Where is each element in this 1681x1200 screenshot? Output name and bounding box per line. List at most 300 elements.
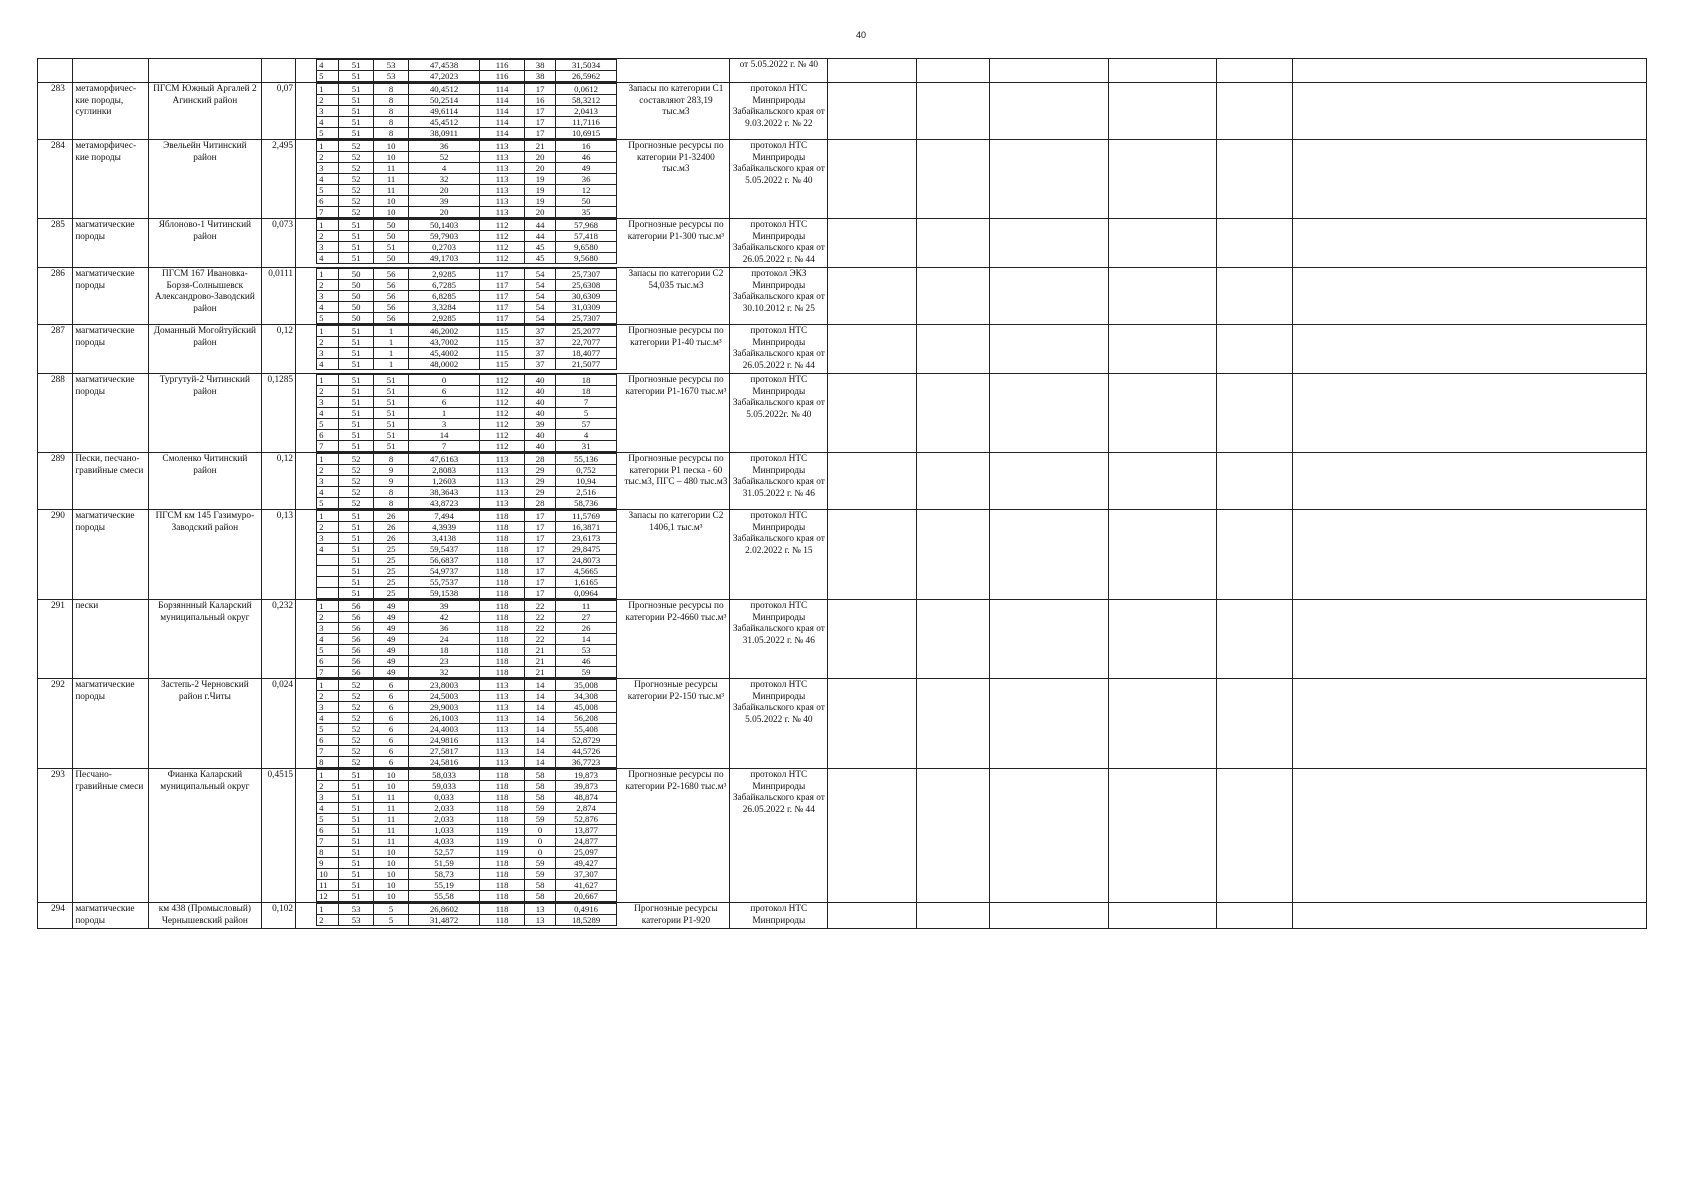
coordinate-cell: 9,6580: [556, 242, 617, 253]
coordinate-cell: 11: [374, 174, 409, 185]
coordinate-cell: 51: [339, 544, 374, 555]
empty-cell: [990, 600, 1109, 679]
coordinate-cell: 35: [556, 207, 617, 218]
empty-cell: [1109, 59, 1217, 83]
coordinate-cell: 51: [339, 566, 374, 577]
protocol-note: протокол НТС Минприроды Забайкальского края от 2.02.2022 г. № 15: [730, 510, 828, 600]
coordinate-cell: 2: [317, 691, 339, 702]
coordinate-cell: 50: [339, 269, 374, 280]
coordinate-cell: 49: [374, 612, 409, 623]
coordinate-cell: 58: [525, 792, 556, 803]
coordinate-cell: 20,667: [556, 891, 617, 902]
coordinate-row: [317, 207, 623, 218]
empty-cell: [1293, 140, 1647, 219]
coordinate-cell: 24,9816: [409, 735, 480, 746]
coordinate-cell: 13: [525, 915, 556, 926]
coordinate-cell: 38: [525, 60, 556, 71]
coordinate-cell: 27,5817: [409, 746, 480, 757]
coordinate-cell: 14: [525, 680, 556, 691]
coordinate-cell: 4: [556, 430, 617, 441]
rock-type: магматические породы: [73, 510, 149, 600]
coordinate-cell: 113: [480, 680, 525, 691]
coordinate-cell: 39,873: [556, 781, 617, 792]
coordinate-cell: 0: [525, 847, 556, 858]
coordinate-cell: 10: [374, 781, 409, 792]
coordinate-cell: 1: [317, 375, 339, 386]
coordinate-cell: 47,6163: [409, 454, 480, 465]
coordinate-cell: 28: [525, 498, 556, 509]
coordinate-row: [317, 880, 623, 891]
coordinate-cell: 10: [374, 880, 409, 891]
coordinate-cell: 14: [525, 735, 556, 746]
table-row: [37, 59, 1647, 83]
coordinate-cell: 2,0413: [556, 106, 617, 117]
coordinate-cell: 49: [374, 634, 409, 645]
coordinate-cell: 51: [339, 847, 374, 858]
coordinate-cell: 11,7116: [556, 117, 617, 128]
coordinate-cell: 114: [480, 95, 525, 106]
table-row: [37, 325, 1647, 374]
coordinate-cell: 118: [480, 781, 525, 792]
empty-cell: [917, 83, 990, 140]
coordinate-cell: 18,4077: [556, 348, 617, 359]
coordinate-cell: 57: [556, 419, 617, 430]
coordinate-cell: 59: [525, 814, 556, 825]
coordinate-cell: 51: [339, 825, 374, 836]
empty-cell: [1217, 83, 1293, 140]
coordinate-row: [317, 869, 623, 880]
coordinate-row: [317, 713, 623, 724]
coordinate-cell: 51: [339, 814, 374, 825]
coordinate-cell: 10: [374, 891, 409, 902]
coordinate-cell: 51: [339, 770, 374, 781]
coordinate-cell: 117: [480, 280, 525, 291]
empty-cell: [1109, 140, 1217, 219]
coordinate-cell: 2,874: [556, 803, 617, 814]
coordinate-cell: 1,6165: [556, 577, 617, 588]
coordinates-block: [296, 903, 622, 928]
coordinate-cell: 50: [374, 253, 409, 264]
coordinate-cell: 112: [480, 375, 525, 386]
coordinate-cell: 6: [317, 430, 339, 441]
coordinate-cell: 23,6173: [556, 533, 617, 544]
coordinate-cell: 53: [374, 71, 409, 82]
protocol-note: протокол НТС Минприроды Забайкальского края от 26.05.2022 г. № 44: [730, 769, 828, 903]
coordinate-cell: 0,033: [409, 792, 480, 803]
empty-cell: [1217, 374, 1293, 453]
coordinate-cell: 1,033: [409, 825, 480, 836]
coordinate-cell: 2: [317, 915, 339, 926]
coordinate-cell: 5: [317, 498, 339, 509]
empty-cell: [990, 219, 1109, 268]
coordinate-cell: 27: [556, 612, 617, 623]
coordinate-cell: 0,0612: [556, 84, 617, 95]
coordinate-cell: 30,6309: [556, 291, 617, 302]
protocol-note: от 5.05.2022 г. № 40: [730, 59, 828, 83]
coordinate-cell: 40: [525, 386, 556, 397]
coordinate-cell: 118: [480, 601, 525, 612]
coordinate-cell: 113: [480, 174, 525, 185]
coordinate-cell: 18: [556, 386, 617, 397]
coordinate-cell: 52: [339, 498, 374, 509]
empty-cell: [828, 374, 917, 453]
coordinate-cell: 7: [317, 667, 339, 678]
coordinate-cell: 4,3939: [409, 522, 480, 533]
coordinate-cell: 49,1703: [409, 253, 480, 264]
coordinate-cell: 118: [480, 511, 525, 522]
coordinate-cell: 13: [525, 904, 556, 915]
empty-cell: [917, 600, 990, 679]
coordinates-block: [296, 769, 622, 903]
coordinate-cell: 4: [317, 487, 339, 498]
coordinate-cell: 10: [374, 152, 409, 163]
coordinate-cell: 6: [374, 713, 409, 724]
table-row: [37, 140, 1647, 219]
empty-cell: [1109, 769, 1217, 903]
coordinate-cell: 18: [409, 645, 480, 656]
table-row: [37, 679, 1647, 769]
empty-cell: [990, 769, 1109, 903]
coordinate-cell: 52: [339, 702, 374, 713]
coordinate-cell: 51: [374, 430, 409, 441]
coordinate-cell: 17: [525, 555, 556, 566]
coordinate-cell: 112: [480, 397, 525, 408]
coordinate-cell: 118: [480, 869, 525, 880]
coordinates-table: [316, 453, 622, 509]
coordinate-cell: 115: [480, 359, 525, 370]
coordinate-cell: 20: [409, 185, 480, 196]
site-area: 0,024: [262, 679, 296, 769]
coordinate-cell: 3: [317, 291, 339, 302]
coordinate-cell: 2: [317, 386, 339, 397]
coordinate-cell: 52: [339, 691, 374, 702]
empty-cell: [828, 83, 917, 140]
coordinate-row: [317, 645, 623, 656]
coordinate-cell: 26: [556, 623, 617, 634]
coordinate-row: [317, 702, 623, 713]
coordinate-cell: 113: [480, 498, 525, 509]
coordinate-cell: 4,5665: [556, 566, 617, 577]
coordinate-cell: 51: [339, 803, 374, 814]
coordinate-row: [317, 253, 623, 264]
coordinate-cell: 51: [339, 359, 374, 370]
coordinate-cell: 51: [339, 555, 374, 566]
coordinates-block: [296, 83, 622, 140]
table-row: [37, 600, 1647, 679]
coordinate-cell: 55,408: [556, 724, 617, 735]
coordinate-cell: 118: [480, 612, 525, 623]
coordinate-cell: 58: [525, 781, 556, 792]
coordinate-cell: 8: [374, 454, 409, 465]
empty-cell: [917, 219, 990, 268]
coordinate-cell: 51: [339, 253, 374, 264]
coordinate-cell: 51: [339, 511, 374, 522]
coordinate-row: [317, 185, 623, 196]
coordinate-cell: 117: [480, 291, 525, 302]
empty-cell: [1293, 219, 1647, 268]
coordinate-cell: 3,3284: [409, 302, 480, 313]
resources-note: Запасы по категории С1 составляют 283,19 тыс.м3: [622, 83, 730, 140]
coordinate-cell: 26: [374, 511, 409, 522]
protocol-note: протокол НТС Минприроды Забайкальского края от 31.05.2022 г. № 46: [730, 453, 828, 510]
coordinate-cell: 52: [339, 487, 374, 498]
coordinate-cell: 0,2703: [409, 242, 480, 253]
coordinate-cell: 56: [374, 302, 409, 313]
coordinate-cell: 11: [374, 825, 409, 836]
coordinate-cell: 5: [317, 814, 339, 825]
empty-cell: [1109, 219, 1217, 268]
empty-cell: [1217, 268, 1293, 325]
coordinate-row: [317, 746, 623, 757]
coordinate-cell: 48,0002: [409, 359, 480, 370]
coordinate-cell: 56,6837: [409, 555, 480, 566]
coordinate-cell: 50: [339, 280, 374, 291]
coordinate-cell: 51: [339, 533, 374, 544]
coordinate-cell: 51,59: [409, 858, 480, 869]
coordinate-cell: 6: [374, 724, 409, 735]
coordinate-cell: 119: [480, 836, 525, 847]
coordinate-cell: 39: [409, 601, 480, 612]
coordinate-cell: 58,736: [556, 498, 617, 509]
coordinate-cell: 46: [556, 656, 617, 667]
coordinate-cell: 22,7077: [556, 337, 617, 348]
rock-type: [73, 59, 149, 83]
coordinate-cell: 10: [317, 869, 339, 880]
coordinate-cell: 47,4538: [409, 60, 480, 71]
coordinate-cell: 52: [339, 454, 374, 465]
coordinate-cell: 52: [339, 152, 374, 163]
coordinate-cell: 11: [556, 601, 617, 612]
coordinate-cell: 2: [317, 95, 339, 106]
empty-cell: [1109, 600, 1217, 679]
coordinate-cell: 37: [525, 337, 556, 348]
coordinate-cell: 25: [374, 588, 409, 599]
resources-note: Прогнозные ресурсы по категории Р1-1670 тыс.м³: [622, 374, 730, 453]
coordinate-cell: 56,208: [556, 713, 617, 724]
protocol-note: протокол НТС Минприроды Забайкальского края от 26.05.2022 г. № 44: [730, 219, 828, 268]
coordinate-cell: 20: [409, 207, 480, 218]
coordinate-cell: 14: [525, 702, 556, 713]
coordinate-cell: 2: [317, 280, 339, 291]
coordinate-cell: 17: [525, 577, 556, 588]
empty-cell: [917, 769, 990, 903]
coordinate-cell: 51: [339, 397, 374, 408]
site-name: км 438 (Промысловый) Чернышевский район: [149, 903, 262, 928]
record-number: 292: [38, 679, 73, 769]
coordinate-cell: 9,5680: [556, 253, 617, 264]
coordinate-row: [317, 163, 623, 174]
coordinate-cell: 56: [339, 634, 374, 645]
coordinate-cell: [317, 577, 339, 588]
coordinate-cell: 58: [525, 880, 556, 891]
coordinate-cell: 11: [374, 185, 409, 196]
coordinate-cell: 51: [339, 375, 374, 386]
coordinate-row: [317, 430, 623, 441]
coordinate-cell: 56: [374, 313, 409, 324]
coordinate-cell: 36: [409, 141, 480, 152]
empty-cell: [990, 510, 1109, 600]
coordinate-cell: 118: [480, 904, 525, 915]
coordinate-cell: 59,1538: [409, 588, 480, 599]
coordinate-row: [317, 836, 623, 847]
coordinate-cell: 5: [374, 904, 409, 915]
coordinate-cell: 40,4512: [409, 84, 480, 95]
coordinate-cell: 21: [525, 645, 556, 656]
coordinate-cell: 0: [525, 825, 556, 836]
coordinate-cell: 6: [409, 386, 480, 397]
coordinate-cell: 52: [339, 174, 374, 185]
coordinate-cell: 119: [480, 847, 525, 858]
coordinate-cell: 49: [374, 656, 409, 667]
coordinate-cell: 14: [525, 713, 556, 724]
coordinate-cell: 118: [480, 533, 525, 544]
coordinate-cell: 13,877: [556, 825, 617, 836]
rock-type: магматические породы: [73, 374, 149, 453]
coordinate-cell: 51: [339, 880, 374, 891]
empty-cell: [990, 679, 1109, 769]
coordinate-cell: 38,3643: [409, 487, 480, 498]
empty-cell: [828, 679, 917, 769]
coordinate-cell: 4: [317, 634, 339, 645]
coordinate-cell: 52: [339, 476, 374, 487]
protocol-note: протокол ЭКЗ Минприроды Забайкальского края от 30.10.2012 г. № 25: [730, 268, 828, 325]
coordinate-cell: 55,19: [409, 880, 480, 891]
empty-cell: [828, 268, 917, 325]
coordinate-row: [317, 770, 623, 781]
coordinate-cell: 8: [374, 106, 409, 117]
empty-cell: [828, 219, 917, 268]
coordinate-cell: 59,5437: [409, 544, 480, 555]
empty-cell: [1217, 510, 1293, 600]
coordinate-cell: 51: [339, 386, 374, 397]
site-name: Доманный Могойтуйский район: [149, 325, 262, 374]
coordinate-cell: 56: [339, 667, 374, 678]
coordinate-cell: 20: [525, 207, 556, 218]
empty-cell: [917, 679, 990, 769]
coordinate-cell: 4: [317, 60, 339, 71]
coordinate-cell: 1: [374, 348, 409, 359]
coordinate-cell: 1: [374, 326, 409, 337]
coordinate-cell: 1: [374, 359, 409, 370]
site-name: [149, 59, 262, 83]
coordinate-cell: 5: [317, 185, 339, 196]
coordinate-cell: 2: [317, 465, 339, 476]
coordinate-cell: 51: [339, 588, 374, 599]
coordinate-cell: 1: [317, 770, 339, 781]
coordinate-cell: 23,8003: [409, 680, 480, 691]
coordinate-cell: 52: [409, 152, 480, 163]
coordinate-cell: 51: [339, 891, 374, 902]
coordinate-cell: 51: [339, 781, 374, 792]
coordinate-cell: 8: [374, 117, 409, 128]
coordinate-cell: 59: [556, 667, 617, 678]
site-name: Тургутуй-2 Читинский район: [149, 374, 262, 453]
resources-note: Запасы по категории С2 1406,1 тыс.м³: [622, 510, 730, 600]
coordinate-cell: 51: [339, 522, 374, 533]
coordinate-cell: 5: [317, 724, 339, 735]
coordinate-cell: 113: [480, 724, 525, 735]
coordinate-cell: 118: [480, 880, 525, 891]
coordinate-cell: 57,968: [556, 220, 617, 231]
coordinate-cell: 56: [374, 291, 409, 302]
coordinate-cell: 118: [480, 544, 525, 555]
coordinate-cell: 9: [317, 858, 339, 869]
coordinates-block: [296, 510, 622, 600]
coordinate-cell: 114: [480, 84, 525, 95]
coordinate-cell: 113: [480, 207, 525, 218]
coordinate-cell: 12: [556, 185, 617, 196]
coordinate-cell: 29,9003: [409, 702, 480, 713]
coordinate-cell: 6: [374, 702, 409, 713]
coordinate-cell: 8: [374, 84, 409, 95]
coordinate-cell: 118: [480, 634, 525, 645]
coordinate-cell: 119: [480, 825, 525, 836]
coordinate-cell: 2: [317, 337, 339, 348]
coordinate-cell: 2,033: [409, 803, 480, 814]
empty-cell: [1217, 769, 1293, 903]
record-number: 287: [38, 325, 73, 374]
coordinate-cell: 52: [339, 757, 374, 768]
coordinate-cell: 22: [525, 601, 556, 612]
coordinate-cell: 112: [480, 419, 525, 430]
coordinate-cell: 52: [339, 680, 374, 691]
coordinates-table: [316, 769, 622, 902]
coordinate-cell: 7: [317, 836, 339, 847]
coordinate-cell: 16: [525, 95, 556, 106]
coordinate-cell: 112: [480, 408, 525, 419]
coordinates-table: [316, 903, 622, 926]
coordinates-table: [316, 268, 622, 324]
coordinate-cell: 49,6114: [409, 106, 480, 117]
coordinate-row: [317, 555, 623, 566]
coordinate-cell: 23: [409, 656, 480, 667]
coordinate-cell: 6: [317, 196, 339, 207]
coordinate-cell: 11,5769: [556, 511, 617, 522]
coordinate-cell: 2,8083: [409, 465, 480, 476]
record-number: 288: [38, 374, 73, 453]
empty-cell: [1109, 510, 1217, 600]
coordinate-cell: 118: [480, 891, 525, 902]
coordinate-cell: 37: [525, 359, 556, 370]
empty-cell: [917, 374, 990, 453]
site-area: [262, 59, 296, 83]
coordinate-row: [317, 196, 623, 207]
coordinate-cell: 19,873: [556, 770, 617, 781]
table-row: [37, 769, 1647, 903]
coordinates-block: [296, 453, 622, 510]
coordinate-cell: 52: [339, 207, 374, 218]
coordinate-cell: 40: [525, 408, 556, 419]
coordinate-cell: 24,877: [556, 836, 617, 847]
coordinate-cell: 113: [480, 476, 525, 487]
coordinate-cell: 31,5034: [556, 60, 617, 71]
coordinate-cell: 54: [525, 291, 556, 302]
coordinates-block: [296, 600, 622, 679]
coordinate-cell: 40: [525, 430, 556, 441]
coordinate-cell: 51: [339, 337, 374, 348]
coordinate-cell: 51: [374, 375, 409, 386]
rock-type: Песчано-гравийные смеси: [73, 769, 149, 903]
coordinate-cell: 113: [480, 454, 525, 465]
resources-note: [622, 59, 730, 83]
coordinate-cell: 55,136: [556, 454, 617, 465]
coordinate-cell: 32: [409, 174, 480, 185]
coordinate-cell: 56: [339, 601, 374, 612]
coordinate-row: [317, 814, 623, 825]
empty-cell: [1293, 325, 1647, 374]
resources-note: Запасы по категории С2 54,035 тыс.м3: [622, 268, 730, 325]
coordinate-row: [317, 498, 623, 509]
